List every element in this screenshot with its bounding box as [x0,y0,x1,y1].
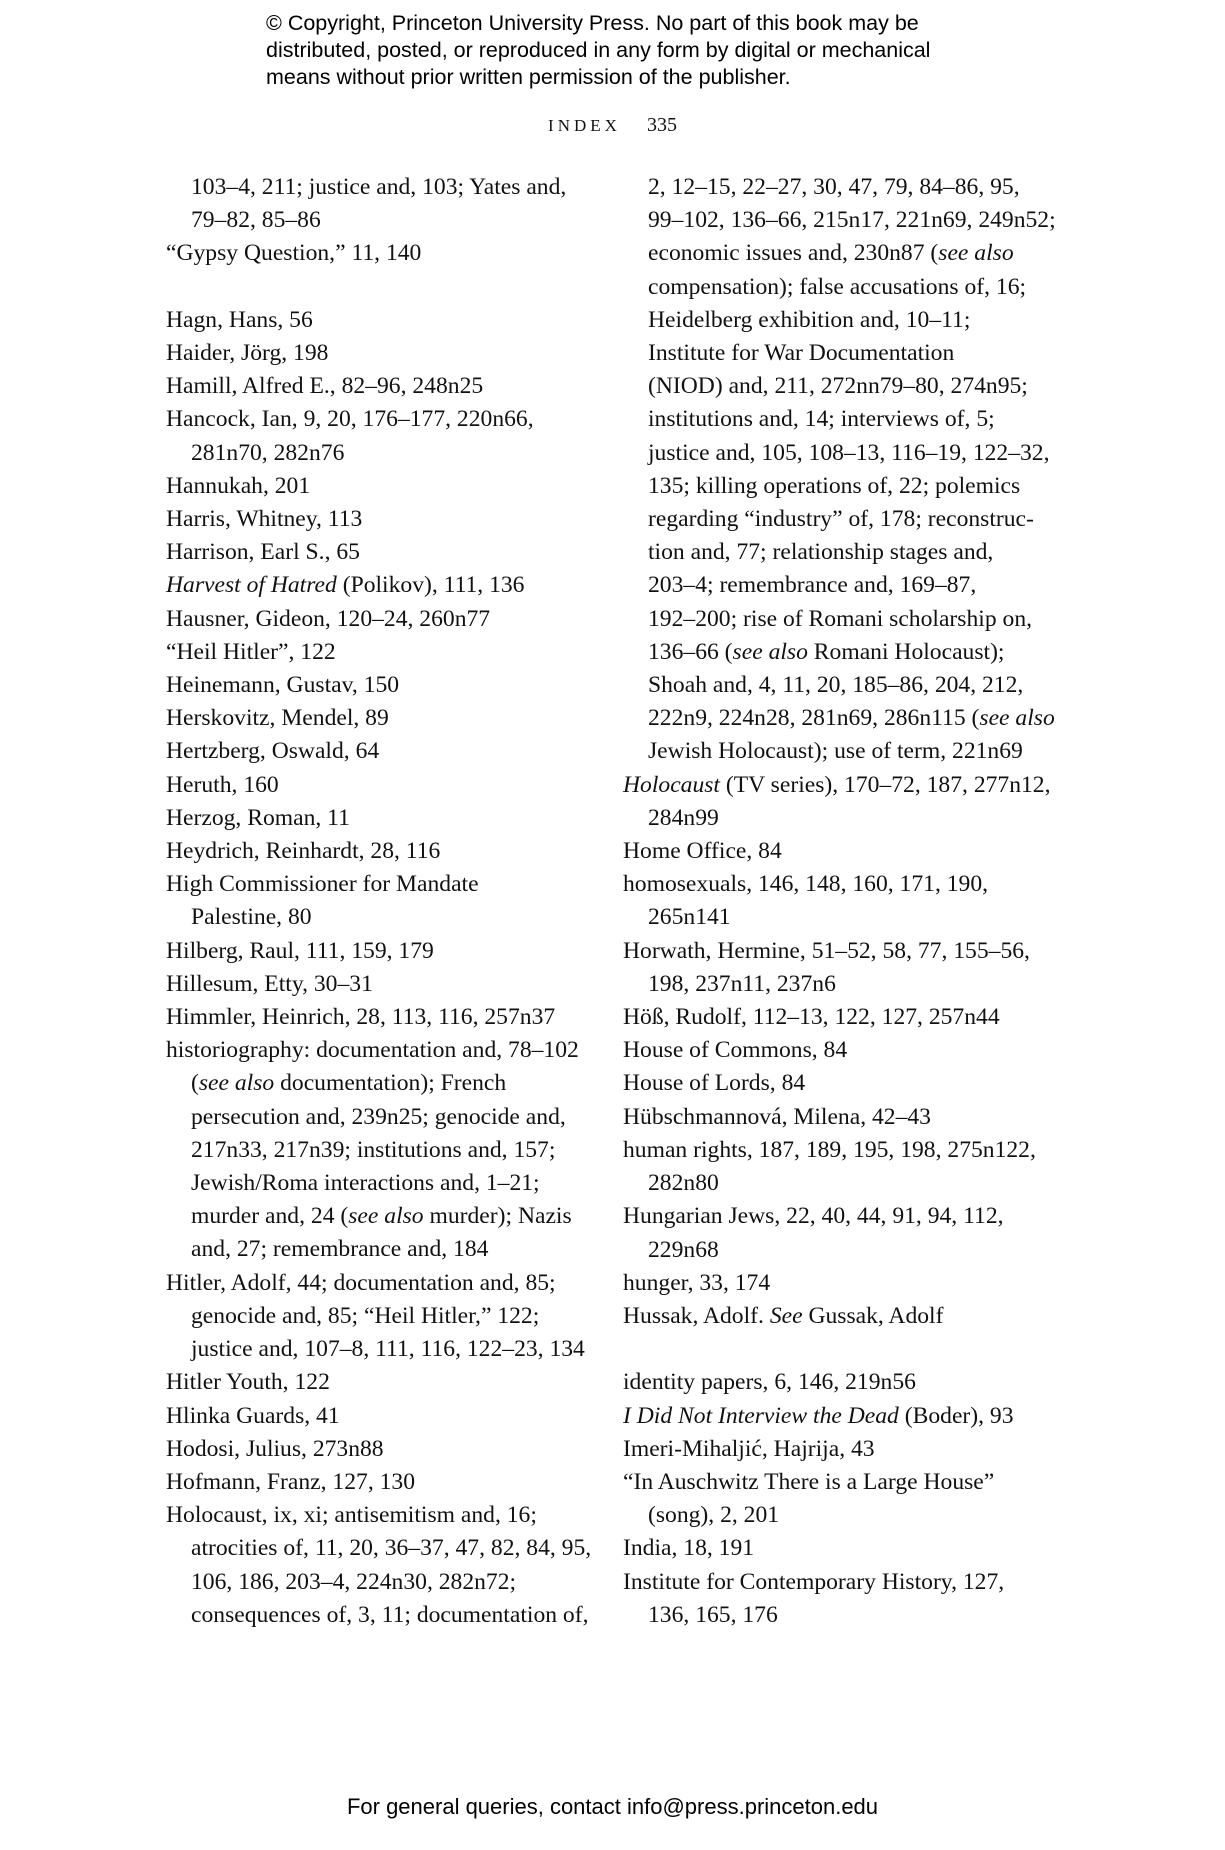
index-entry: Hagn, Hans, 56 [166,306,313,333]
running-head [0,114,1225,137]
index-entry: Hancock, Ian, 9, 20, 176–177, 220n66, 281n70, 282n76 [166,406,534,466]
index-entry: Herzog, Roman, 11 [166,804,350,831]
index-entry: Hitler, Adolf, 44; documentation and, 85; genocide and, 85; “Heil Hitler,” 122; justice and, 107–8, 111, 116, 122–23, 134 [166,1269,585,1363]
index-entry: Imeri-Mihaljić, Hajrija, 43 [623,1435,875,1462]
index-entry: House of Lords, 84 [623,1070,806,1097]
letter-gap [623,1333,1078,1366]
index-entry: hunger, 33, 174 [623,1269,771,1296]
section-title: INDEX [548,116,621,135]
index-entry: Hlinka Guards, 41 [166,1402,340,1429]
index-entry-continued: 2, 12–15, 22–27, 30, 47, 79, 84–86, 95, 99–102, 136–66, 215n17, 221n69, 249n52; economic issues and, 230n87 (see also compensation); false accusations of, 16; Heidelberg exhibition and, 10–11; Institute for War Documentation (NIOD) and, 211, 272nn79–80, 274n95; institutions and, 14; interviews of, 5; justice and, 105, 108–13, 116–19, 122–32, 135; killing operations of, 22; polemics regarding “industry” of, 178; reconstruc- tion and, 77; relationship stages and, 203–4; remembrance and, 169–87, 192–200; rise of Romani scholarship on, 136–66 (see also Romani Holocaust); Shoah and, 4, 11, 20, 185–86, 204, 212, 222n9, 224n28, 281n69, 286n115 (see also Jewish Holocaust); use of term, 221n69 [648,174,1056,765]
index-entry: Hamill, Alfred E., 82–96, 248n25 [166,373,484,400]
index-entry: Hübschmannová, Milena, 42–43 [623,1103,931,1130]
index-entry: Heydrich, Reinhardt, 28, 116 [166,838,441,865]
index-entry: identity papers, 6, 146, 219n56 [623,1369,916,1396]
index-entry: I Did Not Interview the Dead (Boder), 93 [623,1402,1014,1429]
index-entry: human rights, 187, 189, 195, 198, 275n122, 282n80 [623,1136,1036,1197]
index-entry: Harvest of Hatred (Polikov), 111, 136 [166,572,525,599]
index-entry: Hannukah, 201 [166,472,311,499]
index-entry: High Commissioner for Mandate Palestine, 80 [166,871,479,931]
letter-gap [166,271,621,304]
index-entry: Heruth, 160 [166,771,279,798]
index-entry: Hungarian Jews, 22, 40, 44, 91, 94, 112, 229n68 [623,1203,1004,1263]
index-entry: India, 18, 191 [623,1535,755,1562]
index-entry: Harrison, Earl S., 65 [166,539,360,566]
index-entry: homosexuals, 146, 148, 160, 171, 190, 265n141 [623,871,989,931]
index-entry: Harris, Whitney, 113 [166,506,363,533]
index-entry: Herskovitz, Mendel, 89 [166,705,389,732]
index-entry: Höß, Rudolf, 112–13, 122, 127, 257n44 [623,1004,1000,1031]
index-entry: Hilberg, Raul, 111, 159, 179 [166,937,434,964]
index-entry: House of Commons, 84 [623,1037,848,1064]
index-column-left [166,171,621,1632]
copyright-notice: © Copyright, Princeton University Press. No part of this book may be distributed, posted, or reproduced in any form by digital or mechanical means without prior written permission of the publisher. [266,11,931,89]
index-entry: historiography: documentation and, 78–102 (see also documentation); French persecution and, 239n25; genocide and, 217n33, 217n39; institutions and, 157; Jewish/Roma interactions and, 1–21; murder and, 24 (see also murder); Nazis and, 27; remembrance and, 184 [166,1037,579,1263]
index-entry: Hertzberg, Oswald, 64 [166,738,380,765]
index-entry: Hitler Youth, 122 [166,1369,330,1396]
index-entry: Hodosi, Julius, 273n88 [166,1435,384,1462]
index-entry-continued: 103–4, 211; justice and, 103; Yates and, 79–82, 85–86 [191,174,567,234]
index-entry: Hofmann, Franz, 127, 130 [166,1468,416,1495]
index-entry: “Gypsy Question,” 11, 140 [166,240,422,267]
index-entry: Institute for Contemporary History, 127, 136, 165, 176 [623,1568,1005,1628]
index-column-right [623,171,1078,1632]
index-entry: “Heil Hitler”, 122 [166,638,336,665]
index-entry: Himmler, Heinrich, 28, 113, 116, 257n37 [166,1004,556,1031]
index-entry: Holocaust, ix, xi; antisemitism and, 16; atrocities of, 11, 20, 36–37, 47, 82, 84, 95, 106, 186, 203–4, 224n30, 282n72; consequences of, 3, 11; documentation of, [166,1502,592,1628]
index-entry: Heinemann, Gustav, 150 [166,672,400,699]
index-entry: Hillesum, Etty, 30–31 [166,970,373,997]
index-entry: Haider, Jörg, 198 [166,340,329,366]
index-entry: “In Auschwitz There is a Large House” (song), 2, 201 [623,1468,995,1529]
page-number: 335 [646,114,677,136]
footer-contact: For general queries, contact info@press.princeton.edu [346,1794,879,1819]
index-entry: Hussak, Adolf. See Gussak, Adolf [623,1302,944,1329]
index-entry: Hausner, Gideon, 120–24, 260n77 [166,605,491,632]
index-entry: Holocaust (TV series), 170–72, 187, 277n12, 284n99 [623,771,1051,831]
index-entry: Horwath, Hermine, 51–52, 58, 77, 155–56, 198, 237n11, 237n6 [623,937,1030,997]
index-entry: Home Office, 84 [623,838,782,865]
